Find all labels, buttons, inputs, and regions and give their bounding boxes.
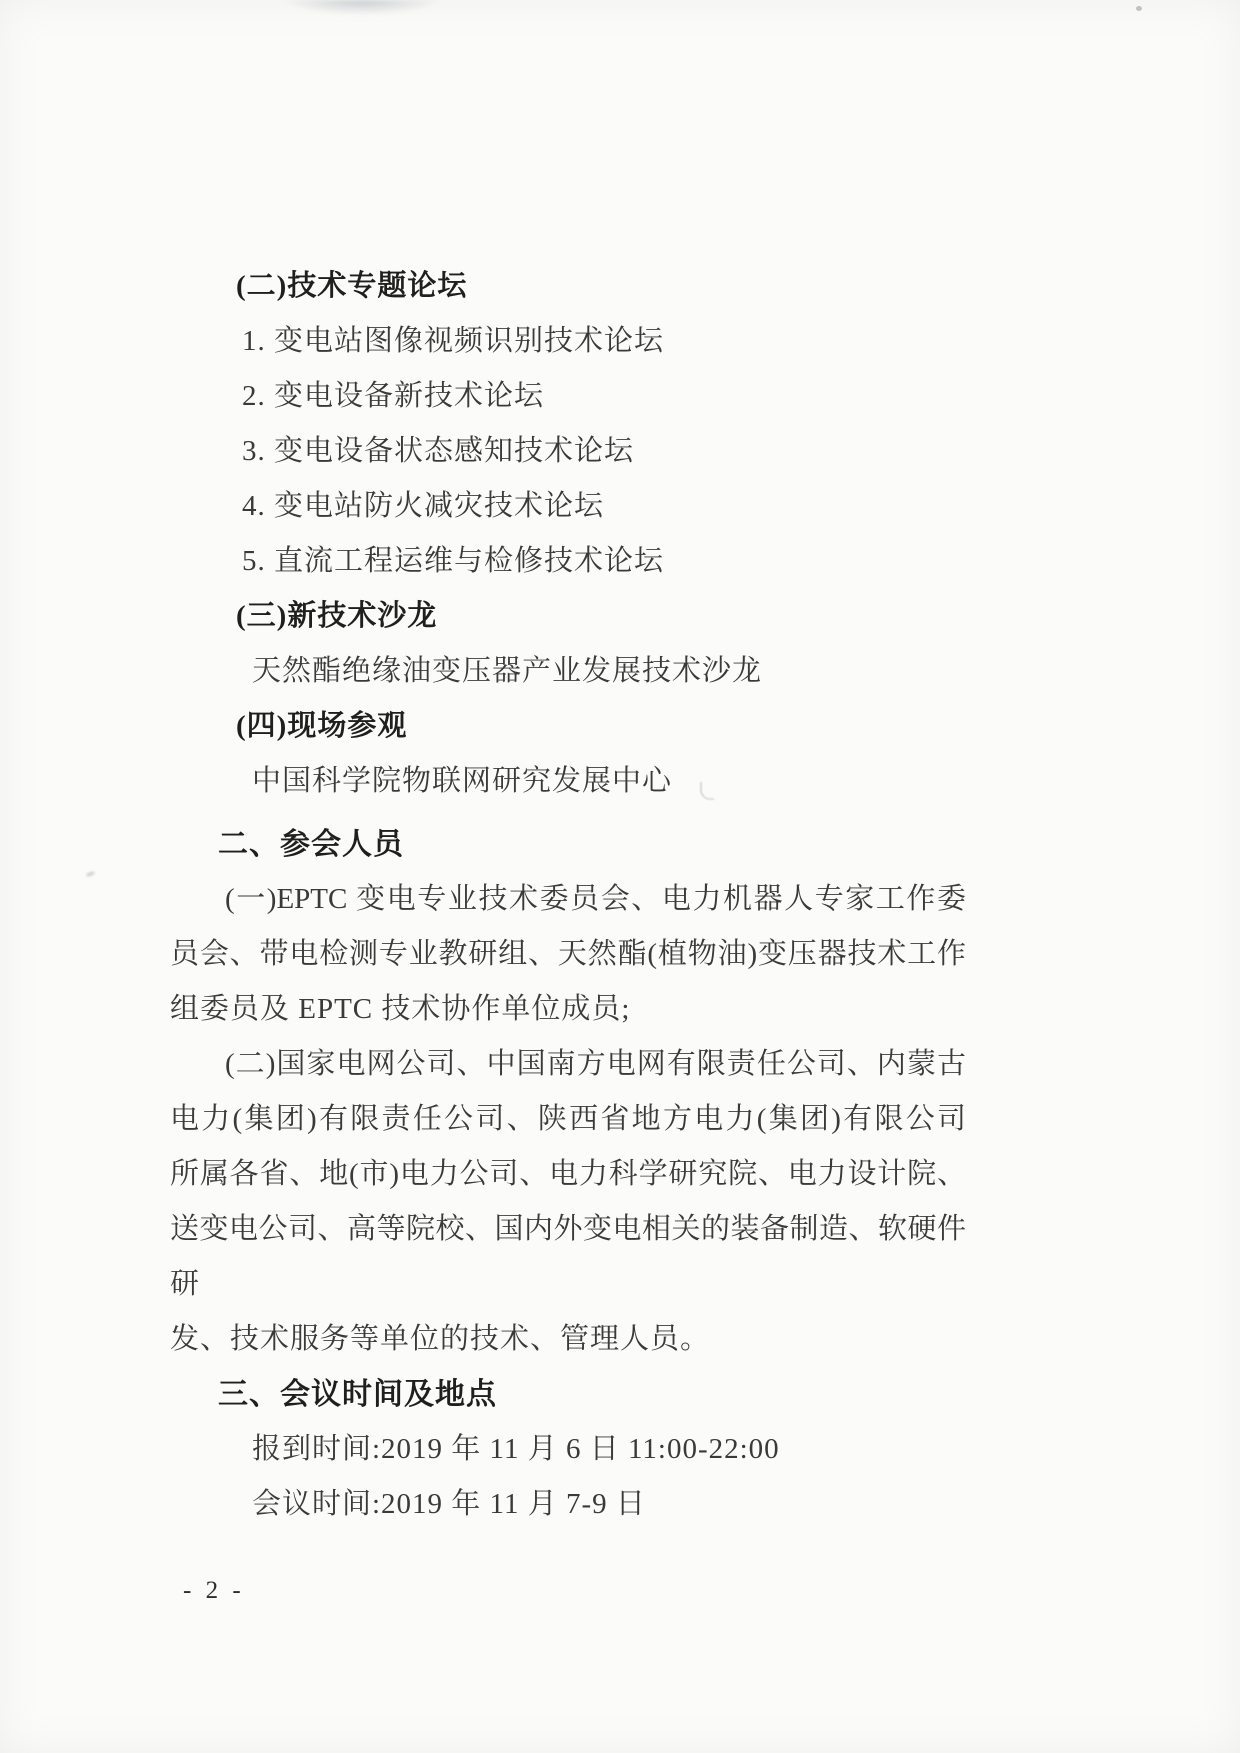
registration-time-text: 报到时间:2019 年 11 月 6 日 11:00-22:00	[252, 1433, 780, 1465]
forum-list-item-2: 2. 变电设备新技术论坛	[242, 380, 545, 412]
attendees-paragraph2-line-4: 送变电公司、高等院校、国内外变电相关的装备制造、软硬件研	[170, 1213, 966, 1300]
part-heading-attendees: 二、参会人员	[218, 828, 404, 861]
site-visit-location-text: 中国科学院物联网研究发展中心	[252, 765, 673, 797]
attendees-paragraph1-line-3: 组委员及 EPTC 技术协作单位成员;	[170, 993, 631, 1025]
scan-speck-artifact	[1136, 6, 1142, 11]
forum-list-item-3: 3. 变电设备状态感知技术论坛	[242, 435, 635, 467]
scan-smudge-artifact	[282, 0, 442, 15]
section-heading-site-visit: (四)现场参观	[236, 710, 408, 742]
attendees-paragraph2-line-5: 发、技术服务等单位的技术、管理人员。	[170, 1323, 711, 1355]
meeting-time-text: 会议时间:2019 年 11 月 7-9 日	[252, 1488, 646, 1520]
part-heading-time-location: 三、会议时间及地点	[218, 1378, 497, 1411]
document-body	[170, 259, 966, 1532]
scan-speck-artifact	[86, 871, 96, 878]
forum-list-item-4: 4. 变电站防火减灾技术论坛	[242, 490, 605, 522]
attendees-paragraph2-line-1: (二)国家电网公司、中国南方电网有限责任公司、内蒙古	[225, 1048, 966, 1080]
forum-list-item-5: 5. 直流工程运维与检修技术论坛	[242, 545, 665, 577]
page-number: - 2 -	[183, 1577, 245, 1604]
forum-list-item-1: 1. 变电站图像视频识别技术论坛	[242, 325, 665, 357]
attendees-paragraph1-line-2: 员会、带电检测专业教研组、天然酯(植物油)变压器技术工作	[170, 938, 966, 970]
attendees-paragraph2-line-3: 所属各省、地(市)电力公司、电力科学研究院、电力设计院、	[170, 1158, 966, 1190]
section-heading-technical-forums: (二)技术专题论坛	[236, 270, 468, 302]
attendees-paragraph2-line-2: 电力(集团)有限责任公司、陕西省地方电力(集团)有限公司	[170, 1103, 966, 1135]
section-heading-new-tech-salon: (三)新技术沙龙	[236, 600, 438, 632]
salon-topic-text: 天然酯绝缘油变压器产业发展技术沙龙	[252, 655, 763, 687]
attendees-paragraph1-line-1: (一)EPTC 变电专业技术委员会、电力机器人专家工作委	[225, 883, 966, 915]
